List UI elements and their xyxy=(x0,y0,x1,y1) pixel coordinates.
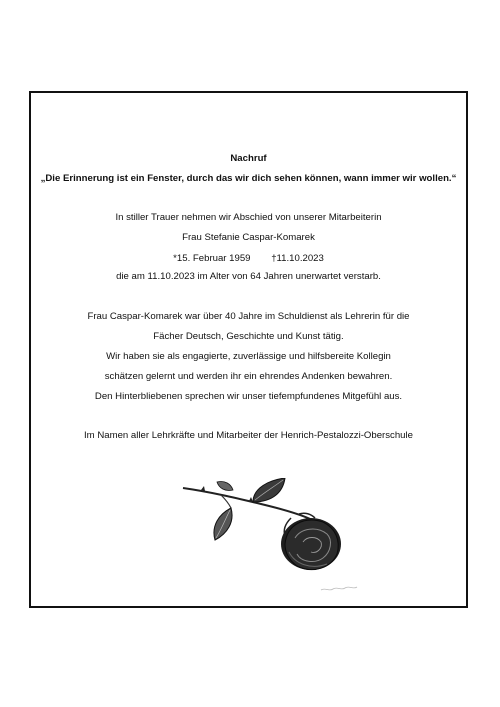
deceased-name: Frau Stefanie Caspar-Komarek xyxy=(182,232,315,243)
intro-text: In stiller Trauer nehmen wir Abschied von unserer Mitarbeiterin xyxy=(115,212,382,223)
obituary-frame xyxy=(29,91,468,608)
rose-icon xyxy=(181,478,371,598)
life-dates xyxy=(31,253,466,265)
obituary-title: Nachruf xyxy=(230,153,267,164)
body-line-1: Frau Caspar-Komarek war über 40 Jahre im Schuldienst als Lehrerin für die xyxy=(87,311,410,322)
body-line-3: Wir haben sie als engagierte, zuverlässige und hilfsbereite Kollegin xyxy=(106,351,391,362)
obituary-quote: „Die Erinnerung ist ein Fenster, durch das wir dich sehen können, wann immer wir wollen.“ xyxy=(40,173,457,184)
body-line-2: Fächer Deutsch, Geschichte und Kunst tätig. xyxy=(153,331,344,342)
birth-date: *15. Februar 1959 xyxy=(173,253,251,264)
body-line-5: Den Hinterbliebenen sprechen wir unser tiefempfundenes Mitgefühl aus. xyxy=(94,391,403,402)
body-line-4: schätzen gelernt und werden ihr ein ehrendes Andenken bewahren. xyxy=(104,371,393,382)
death-line: die am 11.10.2023 im Alter von 64 Jahren unerwartet verstarb. xyxy=(116,271,381,282)
signature: Im Namen aller Lehrkräfte und Mitarbeiter der Henrich-Pestalozzi-Oberschule xyxy=(84,430,413,441)
death-date: †11.10.2023 xyxy=(271,253,324,264)
